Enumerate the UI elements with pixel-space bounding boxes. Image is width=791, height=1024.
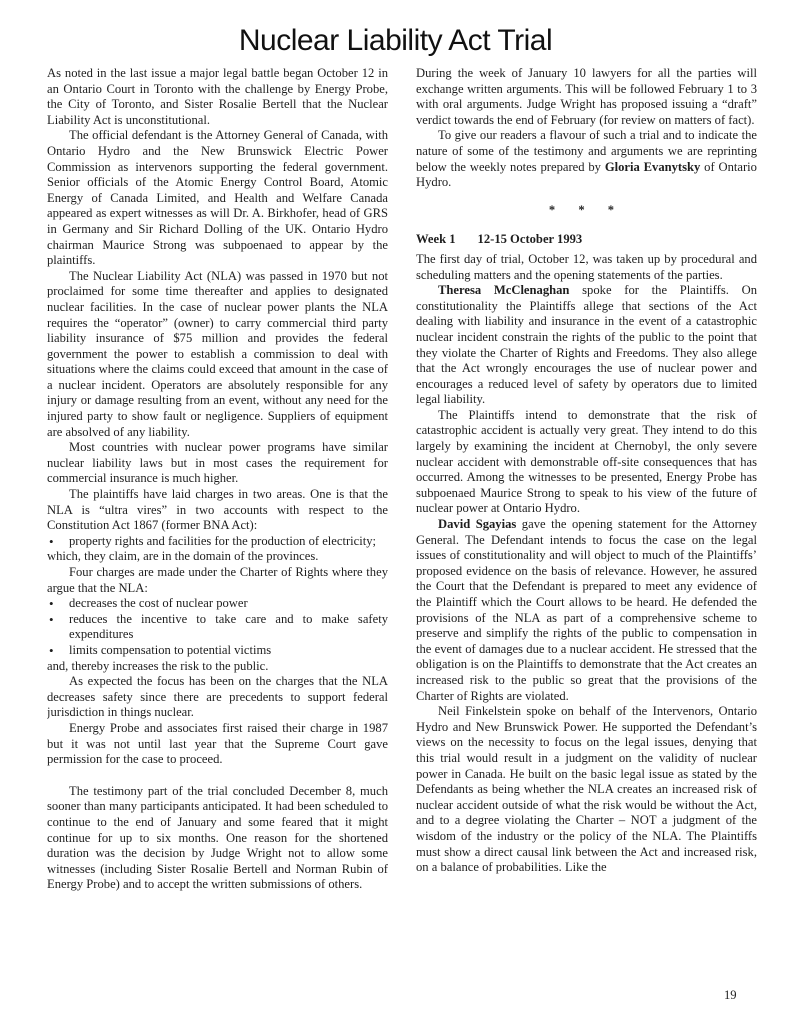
paragraph-text: spoke for the Plaintiffs. On constitutionality the Plaintiffs allege that sections of the Act dealing with liability and insurance in the event of a catastrophic nuclear incident constrain the rights of the public to the point that they violate the Charter of Rights and Freedoms. They also allege that the Act wrongly encourages the use of nuclear power and encourages a reduced level of safety by operators due to limited legal liability.	[416, 283, 757, 407]
paragraph: During the week of January 10 lawyers for all the parties will exchange written arguments. This will be followed February 1 to 3 with oral arguments. Judge Wright has proposed issuing a “draft” verdict towards the end of February (for review on matters of fact).	[416, 66, 757, 127]
author-name: Gloria Evanytsky	[604, 159, 701, 174]
bullet-list	[47, 596, 388, 658]
paragraph: The official defendant is the Attorney General of Canada, with Ontario Hydro and the New Brunswick Electric Power Commission as intervenors supporting the federal government. Senior officials of the Atomic Energy Control Board, Atomic Energy of Canada Limited, and Health and Welfare Canada appeared as expert witnesses as will Dr. A. Birkhofer, head of GRS in Germany and Sir Richard Dolling of the UK. Ontario Hydro chairman Maurice Strong was subpoenaed to appear by the plaintiffs.	[47, 128, 388, 268]
paragraph-text: of Ontario Hydro.	[416, 159, 757, 190]
paragraph: Four charges are made under the Charter of Rights where they argue that the NLA:	[47, 565, 388, 595]
bullet-item: • reduces the incentive to take care and to make safety expenditures	[47, 612, 388, 643]
left-column	[47, 66, 388, 981]
paragraph	[416, 283, 757, 408]
paragraph: The testimony part of the trial concluded December 8, much sooner than many participants anticipated. It had been scheduled to continue to the end of January and some feared that it might continue for up to six months. One reason for the shortened duration was the decision by Judge Wright not to allow some witnesses (including Sister Rosalie Bertell and Norman Rubin of Energy Probe) and to accept the written submissions of others.	[47, 783, 388, 892]
paragraph: As noted in the last issue a major legal battle began October 12 in an Ontario Court in Toronto with the challenge by Energy Probe, the City of Toronto, and Sister Rosalie Bertell that the Nuclear Liability Act is unconstitutional.	[47, 66, 388, 127]
bullet-item: • property rights and facilities for the production of electricity;	[47, 534, 388, 550]
bullet-list	[47, 534, 388, 550]
week-heading	[416, 232, 757, 248]
paragraph: which, they claim, are in the domain of the provinces.	[47, 549, 319, 564]
paragraph-text: To give our readers a flavour of such a trial and to indicate the nature of some of the testimony and arguments we are reprinting below the weekly notes prepared by	[416, 128, 757, 174]
section-divider-stars: * * *	[548, 202, 625, 217]
section-spacer	[47, 768, 388, 784]
speaker-name: Theresa McClenaghan	[438, 283, 570, 298]
bullet-item: • decreases the cost of nuclear power	[47, 596, 388, 612]
speaker-name: David Sgayias	[438, 517, 517, 532]
paragraph: Neil Finkelstein spoke on behalf of the Intervenors, Ontario Hydro and New Brunswick Power. He supported the Defendant’s views on the necessity to focus on the legal issues, denying that this trial would result in a judgment on the validity of nuclear power in Canada. He built on the basic legal issue as stated by the Defendants as being whether the NLA creates an increased risk of nuclear accident outside of what the risk would be without the Act, and to a degree violating the Charter – NOT a judgment of the wisdom of the industry or the policy of the NLA. The Plaintiffs must show a direct causal link between the Act and increased risk, on a balance of probabilities. Like the	[416, 704, 757, 875]
paragraph: The Nuclear Liability Act (NLA) was passed in 1970 but not proclaimed for some time thereafter and applies to designated nuclear facilities. In the case of nuclear power plants the NLA requires the “operator” (owner) to carry commercial third party liability insurance of $75 million and provides the federal government the power to establish a commission to deal with situations where the claims could exceed that amount in the case of a nuclear incident. Operators are absolutely responsible for any injury or damage resulting from an event, without any need for the injured party to show fault or negligence. Suppliers of equipment are absolved of any liability.	[47, 268, 388, 439]
paragraph: Most countries with nuclear power programs have similar nuclear liability laws but in most cases the requirement for commercial insurance is much higher.	[47, 440, 388, 486]
right-column	[416, 66, 757, 981]
paragraph: The plaintiffs have laid charges in two areas. One is that the NLA is “ultra vires” in two accounts with respect to the Constitution Act 1867 (former BNA Act):	[47, 487, 388, 533]
bullet-item: • limits compensation to potential victims	[47, 643, 388, 659]
paragraph	[416, 517, 757, 704]
paragraph: Energy Probe and associates first raised their charge in 1987 but it was not until last year that the Supreme Court gave permission for the case to proceed.	[47, 720, 388, 767]
paragraph: The Plaintiffs intend to demonstrate that the risk of catastrophic accident is actually very great. They intend to do this largely by examining the incident at Chernobyl, the only severe nuclear accident with demonstrable off-site consequences that has occurred. Among the witnesses to be presented, Energy Probe has subpoenaed Maurice Strong to speak to his view of the future of nuclear power at Ontario Hydro.	[416, 407, 757, 516]
page-number: 19	[724, 988, 737, 1002]
paragraph: The first day of trial, October 12, was taken up by procedural and scheduling matters and the opening statements of the parties.	[416, 251, 757, 282]
article-title: Nuclear Liability Act Trial	[238, 24, 553, 57]
paragraph-text: gave the opening statement for the Attorney General. The Defendant intends to focus the case on the legal issues of constitutionality and will object to much of the Plaintiffs’ proposed evidence on the basis of relevance. However, he assured the Court that the Defendant is prepared to meet any evidence of the Plaintiff which the Court allows to be heard. He defended the provisions of the NLA as part of a comprehensive scheme to preserve and simplify the rights of the public to compensation in the event of damages due to a nuclear accident. He stressed that the obligation is on the Plaintiffs to demonstrate that the Act creates an increased risk to the public so great that the provisions of the Charter of Rights are violated.	[416, 517, 757, 703]
paragraph: and, thereby increases the risk to the public.	[47, 658, 269, 673]
paragraph	[416, 128, 757, 190]
paragraph: As expected the focus has been on the charges that the NLA decreases safety since there are precedents to support federal jurisdiction in things nuclear.	[47, 674, 388, 720]
week-dates: 12-15 October 1993	[477, 232, 583, 247]
week-label: Week 1	[416, 232, 456, 247]
